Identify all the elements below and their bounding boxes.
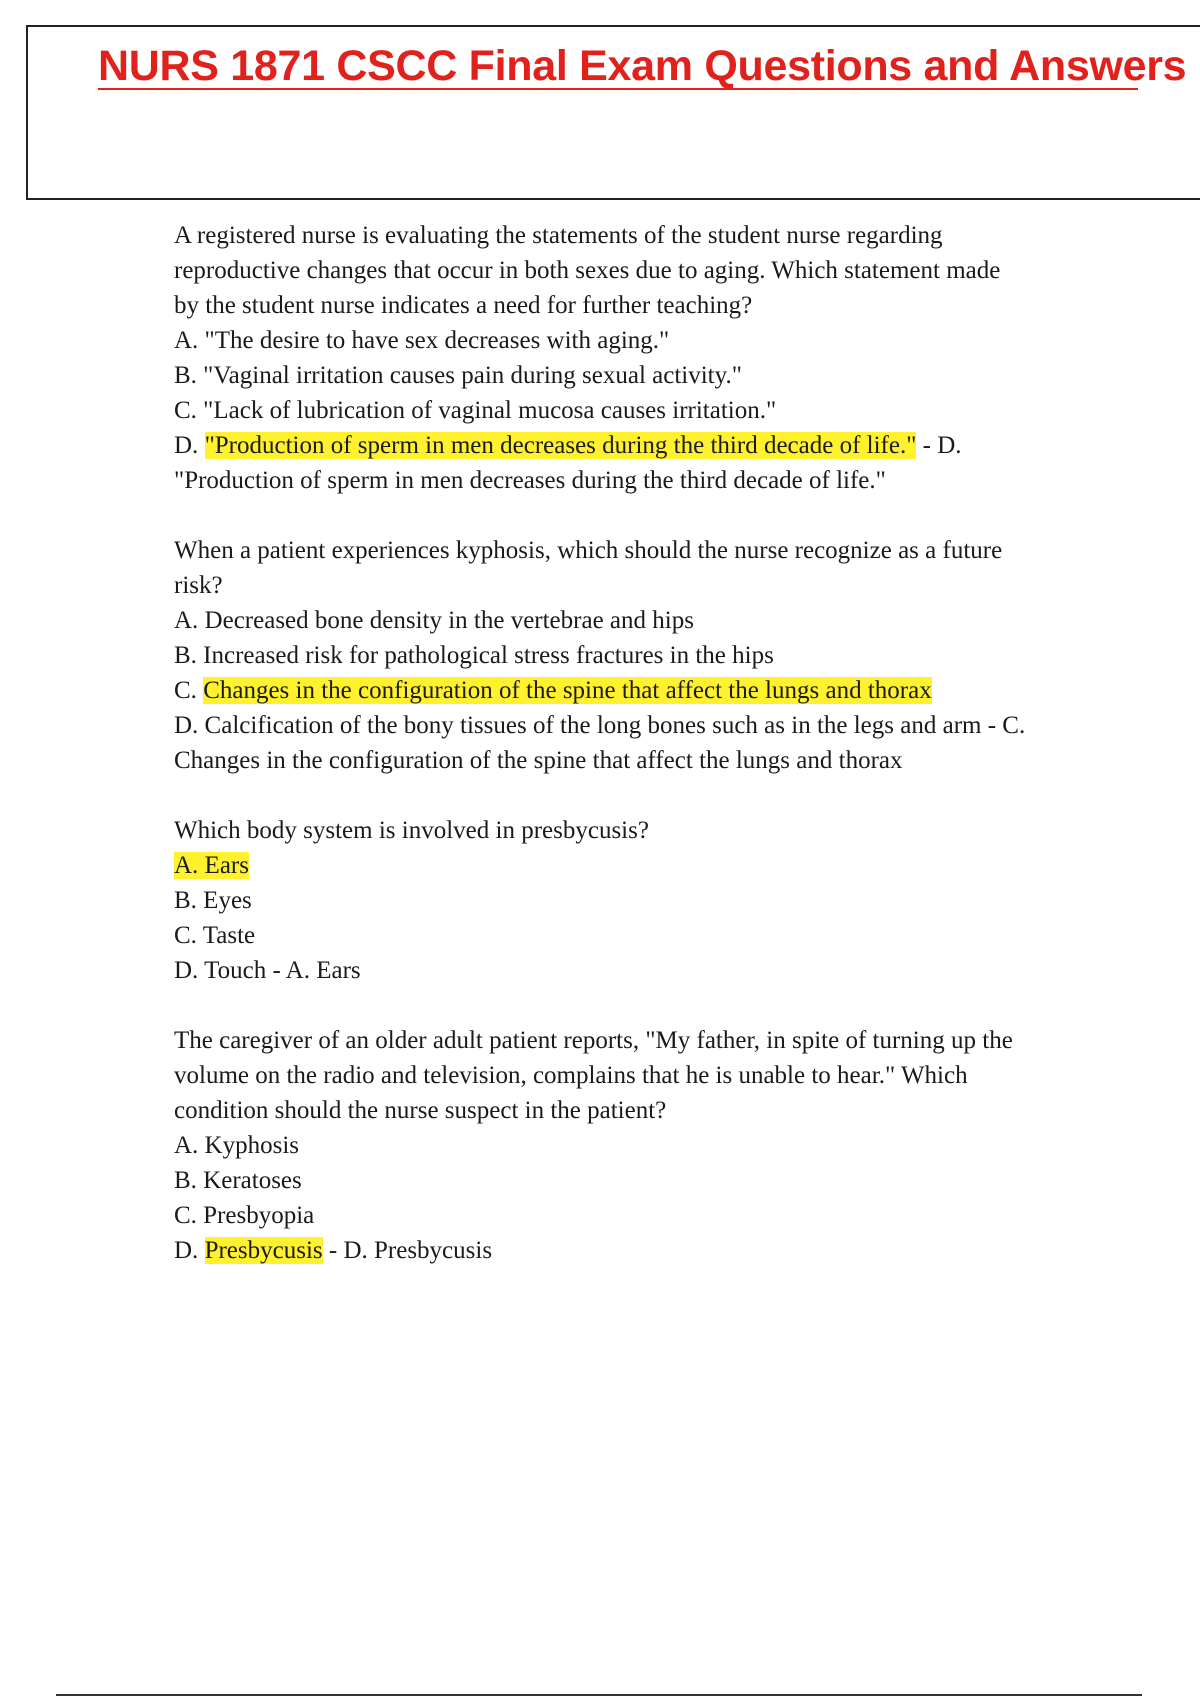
footer-rule: [56, 1694, 1142, 1696]
document-title: NURS 1871 CSCC Final Exam Questions and Answers: [98, 42, 1187, 90]
highlighted-answer: A. Ears: [174, 852, 249, 879]
option-d-suffix: - D.: [916, 432, 962, 459]
option-b: B. Increased risk for pathological stress fractures in the hips: [174, 642, 774, 669]
option-c: [174, 673, 1114, 708]
question-stem-line: A registered nurse is evaluating the statements of the student nurse regarding: [174, 222, 943, 249]
question-stem-line: volume on the radio and television, complains that he is unable to hear." Which: [174, 1062, 968, 1089]
option-a: A. Kyphosis: [174, 1132, 300, 1159]
option-d: D. Calcification of the bony tissues of the long bones such as in the legs and arm - C.: [174, 712, 1026, 739]
option-d: [174, 428, 1114, 463]
title-underline: [98, 88, 1138, 90]
question-2: [174, 533, 1114, 778]
option-d-prefix: D.: [174, 432, 205, 459]
option-a: A. Decreased bone density in the vertebrae and hips: [174, 607, 694, 634]
question-stem-line: The caregiver of an older adult patient reports, "My father, in spite of turning up the: [174, 1027, 1013, 1054]
highlighted-answer: "Production of sperm in men decreases during the third decade of life.": [204, 432, 917, 459]
option-b: B. Eyes: [174, 887, 252, 914]
option-d: D. Touch - A. Ears: [174, 957, 361, 984]
question-stem-line: by the student nurse indicates a need for further teaching?: [174, 292, 753, 319]
question-3: [174, 813, 1114, 988]
question-stem-line: Which body system is involved in presbycusis?: [174, 817, 649, 844]
highlighted-answer: Changes in the configuration of the spine that affect the lungs and thorax: [203, 677, 932, 704]
question-4: [174, 1023, 1114, 1268]
highlighted-answer: Presbycusis: [204, 1237, 323, 1264]
question-stem-line: condition should the nurse suspect in the patient?: [174, 1097, 667, 1124]
question-1: [174, 218, 1114, 498]
question-stem-line: risk?: [174, 572, 223, 599]
option-d-suffix: - D. Presbycusis: [322, 1237, 493, 1264]
question-stem-line: When a patient experiences kyphosis, which should the nurse recognize as a future: [174, 537, 1003, 564]
question-list: [174, 218, 1114, 1303]
option-a: A. "The desire to have sex decreases with aging.": [174, 327, 670, 354]
option-c: C. Presbyopia: [174, 1202, 315, 1229]
option-c: C. Taste: [174, 922, 256, 949]
option-c: C. "Lack of lubrication of vaginal mucosa causes irritation.": [174, 397, 777, 424]
option-b: B. "Vaginal irritation causes pain during sexual activity.": [174, 362, 742, 389]
question-stem-line: reproductive changes that occur in both sexes due to aging. Which statement made: [174, 257, 1001, 284]
option-b: B. Keratoses: [174, 1167, 302, 1194]
answer-line: Changes in the configuration of the spine that affect the lungs and thorax: [174, 747, 903, 774]
title-box: [26, 25, 1200, 200]
answer-line: "Production of sperm in men decreases during the third decade of life.": [174, 467, 886, 494]
option-a: [174, 848, 1114, 883]
option-d: [174, 1233, 1114, 1268]
option-c-prefix: C.: [174, 677, 204, 704]
option-d-prefix: D.: [174, 1237, 205, 1264]
